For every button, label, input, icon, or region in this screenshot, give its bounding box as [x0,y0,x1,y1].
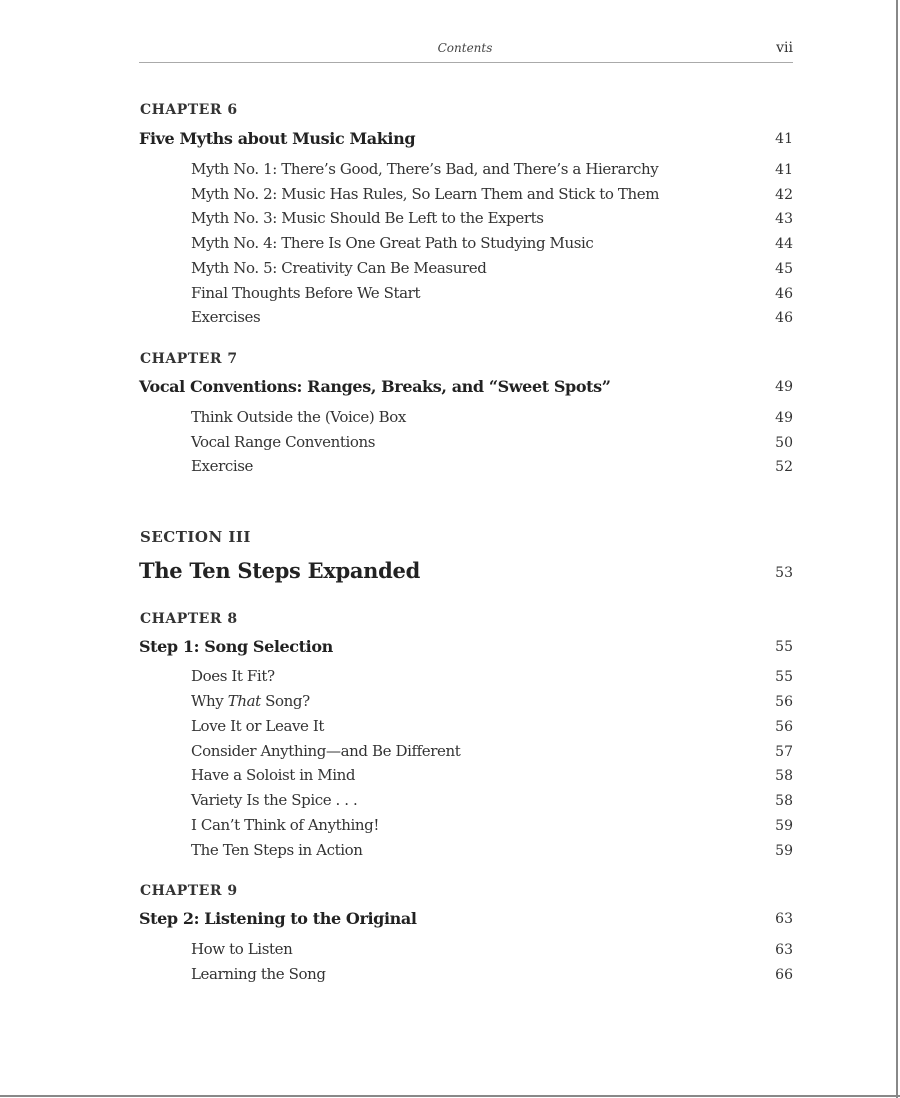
toc-entry: Vocal Range Conventions [191,433,376,451]
chapter-title: Vocal Conventions: Ranges, Breaks, and “Sweet Spots” [139,377,611,396]
toc-entry-page: 49 [775,410,793,426]
section-title: The Ten Steps Expanded [139,558,420,583]
toc-entry: The Ten Steps in Action [191,841,363,859]
chapter-title: Five Myths about Music Making [139,129,416,148]
toc-entry-page: 55 [775,669,793,685]
toc-entry-page: 43 [775,211,793,227]
toc-entry: Exercises [191,308,261,326]
entry-text: Song? [260,692,310,710]
section-page: 53 [775,565,793,581]
toc-entry: Myth No. 2: Music Has Rules, So Learn Them and Stick to Them [191,185,660,203]
chapter-label: CHAPTER 6 [140,102,238,118]
toc-entry-page: 41 [775,162,793,178]
entry-emphasis: That [227,692,261,710]
toc-entry-page: 42 [775,187,793,203]
toc-entry-page: 52 [775,459,793,475]
toc-entry: Variety Is the Spice . . . [191,791,358,809]
chapter-label: CHAPTER 9 [140,883,238,899]
toc-entry: Love It or Leave It [191,717,325,735]
toc-entry-page: 59 [775,818,793,834]
toc-entry: Consider Anything—and Be Different [191,742,461,760]
toc-entry [191,692,310,710]
toc-entry-page: 58 [775,793,793,809]
toc-entry: How to Listen [191,940,293,958]
toc-entry: Have a Soloist in Mind [191,766,356,784]
toc-entry: Learning the Song [191,965,326,983]
toc-entry-page: 56 [775,694,793,710]
toc-entry: Myth No. 3: Music Should Be Left to the Experts [191,209,544,227]
chapter-page: 55 [775,639,793,655]
toc-entry-page: 46 [775,310,793,326]
chapter-label: CHAPTER 8 [140,611,238,627]
toc-entry: Final Thoughts Before We Start [191,284,421,302]
toc-entry-page: 45 [775,261,793,277]
page-edge [896,0,898,1098]
toc-entry: Myth No. 4: There Is One Great Path to Studying Music [191,234,594,252]
toc-entry-page: 58 [775,768,793,784]
header-rule [139,62,793,63]
toc-entry-page: 46 [775,286,793,302]
toc-entry: Exercise [191,457,254,475]
toc-entry-page: 59 [775,843,793,859]
toc-entry-page: 57 [775,744,793,760]
chapter-label: CHAPTER 7 [140,351,238,367]
toc-entry: Think Outside the (Voice) Box [191,408,406,426]
running-title: Contents [437,41,493,55]
toc-entry-page: 50 [775,435,793,451]
toc-entry-page: 66 [775,967,793,983]
page-edge [0,1095,900,1097]
chapter-title: Step 2: Listening to the Original [139,909,417,928]
toc-entry-page: 63 [775,942,793,958]
chapter-page: 63 [775,911,793,927]
folio: vii [776,40,793,56]
toc-entry-page: 44 [775,236,793,252]
entry-text: Why [191,692,228,710]
chapter-title: Step 1: Song Selection [139,637,333,656]
section-label: SECTION III [140,528,251,546]
toc-entry: Does It Fit? [191,667,275,685]
toc-entry: I Can’t Think of Anything! [191,816,380,834]
toc-entry-page: 56 [775,719,793,735]
chapter-page: 49 [775,379,793,395]
chapter-page: 41 [775,131,793,147]
toc-entry: Myth No. 1: There’s Good, There’s Bad, and There’s a Hierarchy [191,160,659,178]
toc-entry: Myth No. 5: Creativity Can Be Measured [191,259,487,277]
